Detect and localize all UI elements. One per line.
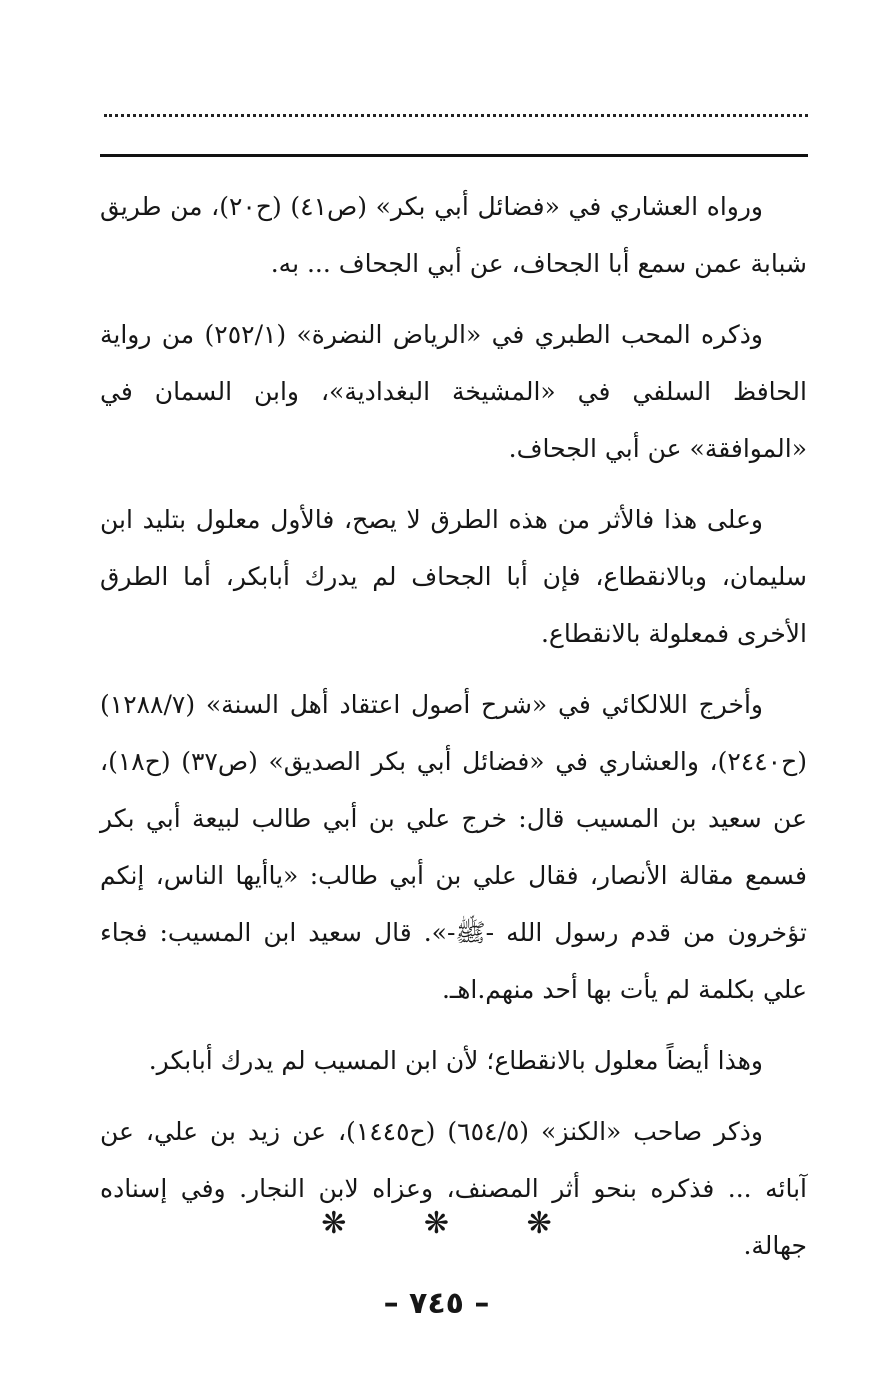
footnote-solid-separator	[100, 154, 808, 157]
footnote-body	[100, 178, 807, 1288]
page-number: – ٧٤٥ –	[383, 1286, 490, 1321]
paragraph-chain-verdict: وعلى هذا فالأثر من هذه الطرق لا يصح، فالأول معلول بتليد ابن سليمان، وبالانقطاع، فإن أبا الجحاف لم يدرك أبابكر، أما الطرق الأخرى فمعلولة بالانقطاع.	[100, 505, 807, 648]
divider-star-icon: ❋	[526, 1206, 552, 1241]
paragraph-kanz-mention: وذكر صاحب «الكنز» (٦٥٤/٥) (ح١٤٤٥)، عن زيد بن علي، عن آبائه ... فذكره بنحو أثر المصنف، وعزاه لابن النجار. وفي إسناده جهالة.	[100, 1117, 807, 1260]
divider-star-icon: ❋	[321, 1206, 347, 1241]
footnote-dotted-separator	[104, 114, 808, 117]
paragraph-tabari-mention: وذكره المحب الطبري في «الرياض النضرة» (٢٥٢/١) من رواية الحافظ السلفي في «المشيخة البغدادية»، وابن السمان في «الموافقة» عن أبي الجحاف.	[100, 320, 807, 463]
paragraph-musayyib-verdict: وهذا أيضاً معلول بالانقطاع؛ لأن ابن المسيب لم يدرك أبابكر.	[148, 1046, 763, 1075]
paragraph-lalakai-narration: وأخرج اللالكائي في «شرح أصول اعتقاد أهل السنة» (١٢٨٨/٧) (ح٢٤٤٠)، والعشاري في «فضائل أبي بكر الصديق» (ص٣٧) (ح١٨)، عن سعيد بن المسيب قال: خرج علي بن أبي طالب لبيعة أبي بكر فسمع مقالة الأنصار، فقال علي بن أبي طالب: «ياأيها الناس، إنكم تؤخرون من قدم رسول الله -ﷺ-». قال سعيد ابن المسيب: فجاء علي بكلمة لم يأت بها أحد منهم.اهـ.	[100, 690, 807, 1004]
divider-star-icon: ❋	[423, 1206, 450, 1241]
paragraph-ashari-narration: ورواه العشاري في «فضائل أبي بكر» (ص٤١) (ح٢٠)، من طريق شبابة عمن سمع أبا الجحاف، عن أبي الجحاف ... به.	[100, 192, 807, 278]
section-divider	[0, 1206, 873, 1241]
